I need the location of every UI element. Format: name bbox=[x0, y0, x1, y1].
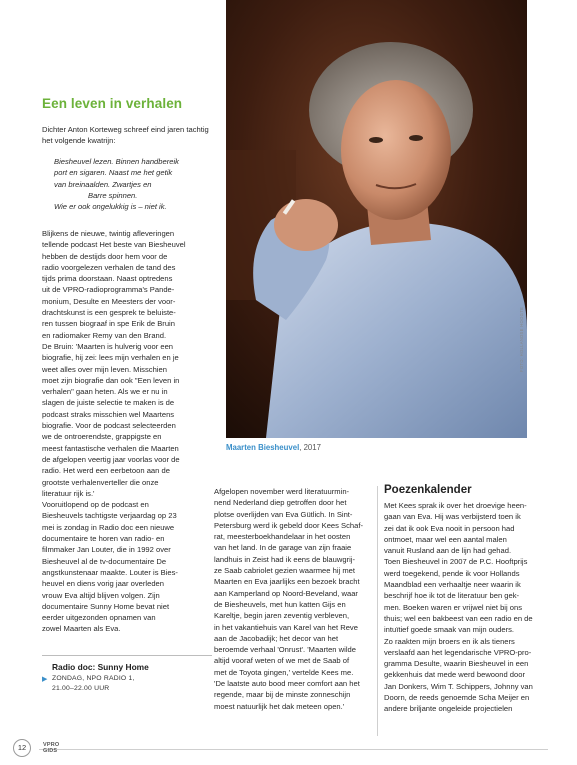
text-line: gekkenhuis dat mede werd bewoond door bbox=[384, 670, 525, 680]
text-line: slagen de juiste selectie te maken is de bbox=[42, 398, 175, 408]
text-line: Jan Donkers, Wim T. Schippers, Johnny van bbox=[384, 681, 533, 691]
text-line: rat, meesterboekhandelaar in het oosten bbox=[214, 532, 351, 542]
text-line: Met Kees sprak ik over het droevige heen- bbox=[384, 501, 527, 510]
radio-program-title: Radio doc: Sunny Home bbox=[52, 662, 149, 672]
text-line: hebben de destijds door hem voor de bbox=[42, 251, 168, 261]
text-line: Zo raakten mijn broers en ik als tieners bbox=[384, 636, 515, 646]
article-column-3 bbox=[384, 500, 544, 715]
text-line: thuis; wel een bakbeest van een radio en de bbox=[384, 613, 533, 623]
text-line: eerder uitgezonden opnamen van bbox=[42, 613, 156, 623]
text-line: Afgelopen november werd literatuurmin- bbox=[214, 487, 350, 496]
text-line: gramma Desulte, waarin Biesheuvel in een bbox=[384, 659, 529, 669]
text-line: verhalen" gaan heten. Als we er nu in bbox=[42, 387, 168, 397]
photo-credit: FOTO: HOLLANDSE HOOGTE bbox=[519, 306, 524, 372]
text-line: we de ontroerendste, grappigste en bbox=[42, 432, 162, 442]
poem-line: port en sigaren. Naast me het getik bbox=[54, 168, 173, 178]
text-line: Petersburg werd ik gebeld door Kees Schaf- bbox=[214, 520, 364, 530]
text-line: Biesheuvel al de tv-documentaire De bbox=[42, 556, 167, 566]
text-line: podcast straks misschien wel Maartens bbox=[42, 409, 175, 419]
radio-box-rule bbox=[42, 655, 212, 656]
text-line: moest natuurlijk het dak meteen open.' bbox=[214, 701, 345, 711]
poem-line: Biesheuvel lezen. Binnen handbereik bbox=[54, 157, 179, 166]
page-number: 12 bbox=[13, 739, 31, 757]
text-line: nend Nederland diep getroffen door het bbox=[214, 498, 347, 508]
text-line: van het land. In de garage van zijn fraaie bbox=[214, 543, 352, 553]
text-line: grootste verhalenverteller die onze bbox=[42, 477, 159, 487]
text-line: mei is zondag in Radio doc een nieuwe bbox=[42, 522, 175, 532]
text-line: ren tussen biograaf in spe Erik de Bruin bbox=[42, 319, 175, 329]
text-line: ze Saab cabriolet gezien waarmee hij met bbox=[214, 566, 355, 576]
footer-rule bbox=[39, 749, 548, 750]
poem-line: Barre spinnen. bbox=[88, 190, 138, 200]
article-heading: Een leven in verhalen bbox=[42, 96, 183, 111]
text-line: altijd vooraf weten of we met de Saab of bbox=[214, 656, 350, 666]
text-line: Kareltje, begin jaren zeventig verbleven, bbox=[214, 611, 350, 621]
play-arrow-icon: ▶ bbox=[42, 676, 48, 683]
text-line: Doorn, de reeds genoemde Scha Meijer en bbox=[384, 693, 530, 703]
text-line: in het vakantiehuis van Karel van het Reve bbox=[214, 622, 358, 632]
text-line: moet zijn biografie dan ook "Een leven in bbox=[42, 375, 180, 385]
text-line: vanuit Rusland aan de lijn had gehad. bbox=[384, 546, 512, 556]
text-line: 'De laatste auto bood meer comfort aan het bbox=[214, 679, 360, 689]
article-column-2 bbox=[214, 486, 372, 712]
radio-schedule: ZONDAG, NPO RADIO 1, 21.00–22.00 UUR bbox=[52, 675, 135, 692]
text-line: de afgelopen veertig jaar voorlas voor de bbox=[42, 454, 180, 464]
text-line: Toen Biesheuvel in 2007 de P.C. Hooftprijs bbox=[384, 557, 528, 567]
text-line: weet alles over mijn leven. Misschien bbox=[42, 364, 167, 374]
text-line: tijds prima doorstaan. Naast optredens bbox=[42, 274, 173, 284]
text-line: plotse overlijden van Eva Gütlich. In Sint- bbox=[214, 509, 353, 519]
text-line: meest fantastische verhalen die Maarten bbox=[42, 443, 179, 453]
text-line: documentaire Sunny Home bevat niet bbox=[42, 601, 170, 611]
text-line: zowel Maarten als Eva. bbox=[42, 624, 121, 634]
text-line: regende, maar bij de minste zonneschijn bbox=[214, 690, 351, 700]
article-column-1 bbox=[42, 228, 210, 635]
caption-name: Maarten Biesheuvel bbox=[226, 443, 300, 452]
text-line: aan Kamperland op Noord-Beveland, waar bbox=[214, 588, 358, 598]
text-line: beroemde verhaal 'Onrust'. 'Maarten wilde bbox=[214, 645, 356, 655]
portrait-photo-illustration bbox=[226, 0, 527, 438]
poem bbox=[54, 156, 214, 212]
text-line: monium, Desulte en Meesters der voor- bbox=[42, 296, 176, 306]
text-line: filmmaker Jan Louter, die in 1992 over bbox=[42, 545, 171, 555]
text-line: Vooruitlopend op de podcast en bbox=[42, 500, 149, 510]
column-divider bbox=[377, 486, 378, 736]
text-line: radio. Het werd een eerbetoon aan de bbox=[42, 466, 170, 476]
text-line: Maarten en Eva jaarlijks een bezoek bracht bbox=[214, 577, 360, 587]
text-line: biografie, hij zei: lees mijn verhalen en je bbox=[42, 353, 179, 363]
text-line: werd toegekend, pende ik voor Hollands bbox=[384, 568, 520, 578]
text-line: aan de Jacobadijk; het decor van het bbox=[214, 633, 339, 643]
text-line: andere briljante ongeleide projectielen bbox=[384, 704, 513, 714]
brand-logo: VPRO GIDS bbox=[43, 742, 60, 754]
text-line: Biesheuvels tachtigste verjaardag op 23 bbox=[42, 511, 177, 521]
portrait-photo bbox=[226, 0, 527, 438]
text-line: drachtskunst is een gesprek te beluiste- bbox=[42, 308, 176, 318]
text-line: de Biesheuvels, met hun katten Gijs en bbox=[214, 599, 346, 609]
text-line: Maandblad een verhaaltje neer waarin ik bbox=[384, 580, 521, 590]
poem-line: van breinaalden. Zwartjes en bbox=[54, 179, 152, 189]
text-line: verslaafd aan het legendarische VPRO-pro- bbox=[384, 647, 532, 657]
text-line: uit de VPRO-radioprogramma's Pande- bbox=[42, 285, 175, 295]
text-line: vrouw Eva altijd blijven volgen. Zijn bbox=[42, 590, 160, 600]
section-heading: Poezenkalender bbox=[384, 484, 472, 496]
text-line: tellende podcast Het beste van Biesheuvel bbox=[42, 240, 186, 250]
text-line: ontmoet, maar wel een aantal malen bbox=[384, 534, 507, 544]
caption-year: , 2017 bbox=[299, 443, 321, 452]
text-line: met de Toyota gingen,' vertelde Kees me. bbox=[214, 667, 354, 677]
text-line: documentaire te horen van radio- en bbox=[42, 534, 165, 544]
text-line: radio voorgelezen verhalen de tand des bbox=[42, 262, 176, 272]
text-line: zei dat ik ook Eva nooit in persoon had bbox=[384, 523, 515, 533]
text-line: landhuis in Zeist had ik eens de blauwgrij- bbox=[214, 554, 355, 564]
text-line: De Bruin: 'Maarten is hulverig voor een bbox=[42, 341, 174, 351]
text-line: Blijkens de nieuwe, twintig afleveringen bbox=[42, 229, 175, 238]
text-line: gaan van Eva. Hij was verbijsterd toen ik bbox=[384, 512, 521, 522]
text-line: heuvel en diens vorig jaar overleden bbox=[42, 579, 165, 589]
text-line: intuïtief goede smaak van mijn ouders. bbox=[384, 625, 515, 635]
photo-caption bbox=[226, 443, 321, 452]
article-intro: Dichter Anton Korteweg schreef eind jaren tachtig het volgende kwatrijn: bbox=[42, 125, 209, 146]
text-line: men. Boeken waren er vrijwel niet bij ons bbox=[384, 602, 523, 612]
text-line: angstkunstenaar maakte. Louter is Bies- bbox=[42, 567, 178, 577]
text-line: literatuur rijk is.' bbox=[42, 488, 95, 498]
text-line: biografie. Voor de podcast selecteerden bbox=[42, 421, 176, 431]
text-line: en radiomaker Remy van den Brand. bbox=[42, 330, 167, 340]
poem-line: Wie er ook ongelukkig is – niet ik. bbox=[54, 202, 167, 212]
text-line: beschrijf hoe ik tot de literatuur ben gek- bbox=[384, 591, 520, 601]
